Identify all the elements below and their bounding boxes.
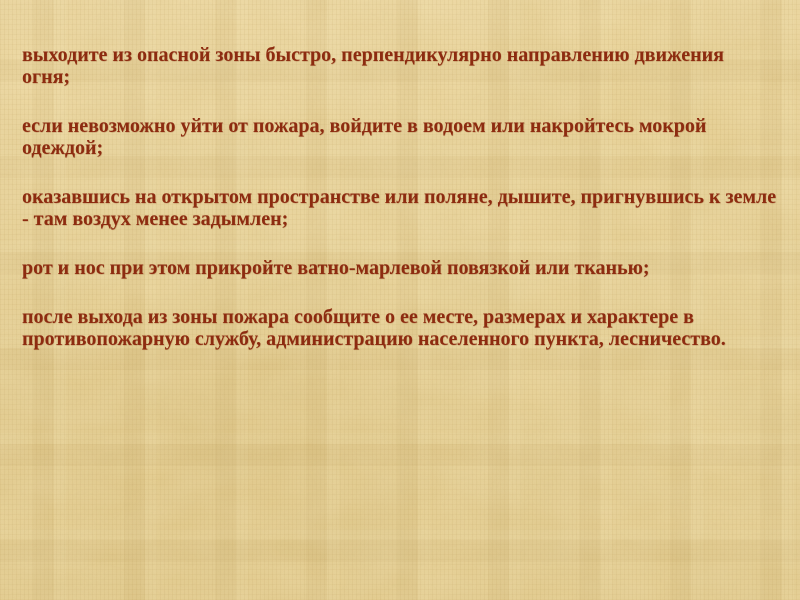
- text-line: после выхода из зоны пожара сообщите о ее месте, размерах и характере в: [22, 306, 694, 328]
- paragraph-report-fire: [22, 306, 782, 350]
- text-line: - там воздух менее задымлен;: [22, 208, 289, 230]
- text-line: если невозможно уйти от пожара, войдите в водоем или накройтесь мокрой: [22, 115, 707, 137]
- text-line: огня;: [22, 66, 71, 88]
- text-line: рот и нос при этом прикройте ватно-марлевой повязкой или тканью;: [22, 257, 650, 279]
- text-line: противопожарную службу, администрацию населенного пункта, лесничество.: [22, 328, 726, 350]
- paragraph-exit-zone: [22, 44, 782, 88]
- paragraph-water-cover: [22, 115, 782, 159]
- text-line: выходите из опасной зоны быстро, перпендикулярно направлению движения: [22, 44, 724, 66]
- paragraph-cover-mouth: [22, 257, 782, 279]
- paragraph-breathe-low: [22, 186, 782, 230]
- text-line: одеждой;: [22, 137, 104, 159]
- text-line: оказавшись на открытом пространстве или поляне, дышите, пригнувшись к земле: [22, 186, 777, 208]
